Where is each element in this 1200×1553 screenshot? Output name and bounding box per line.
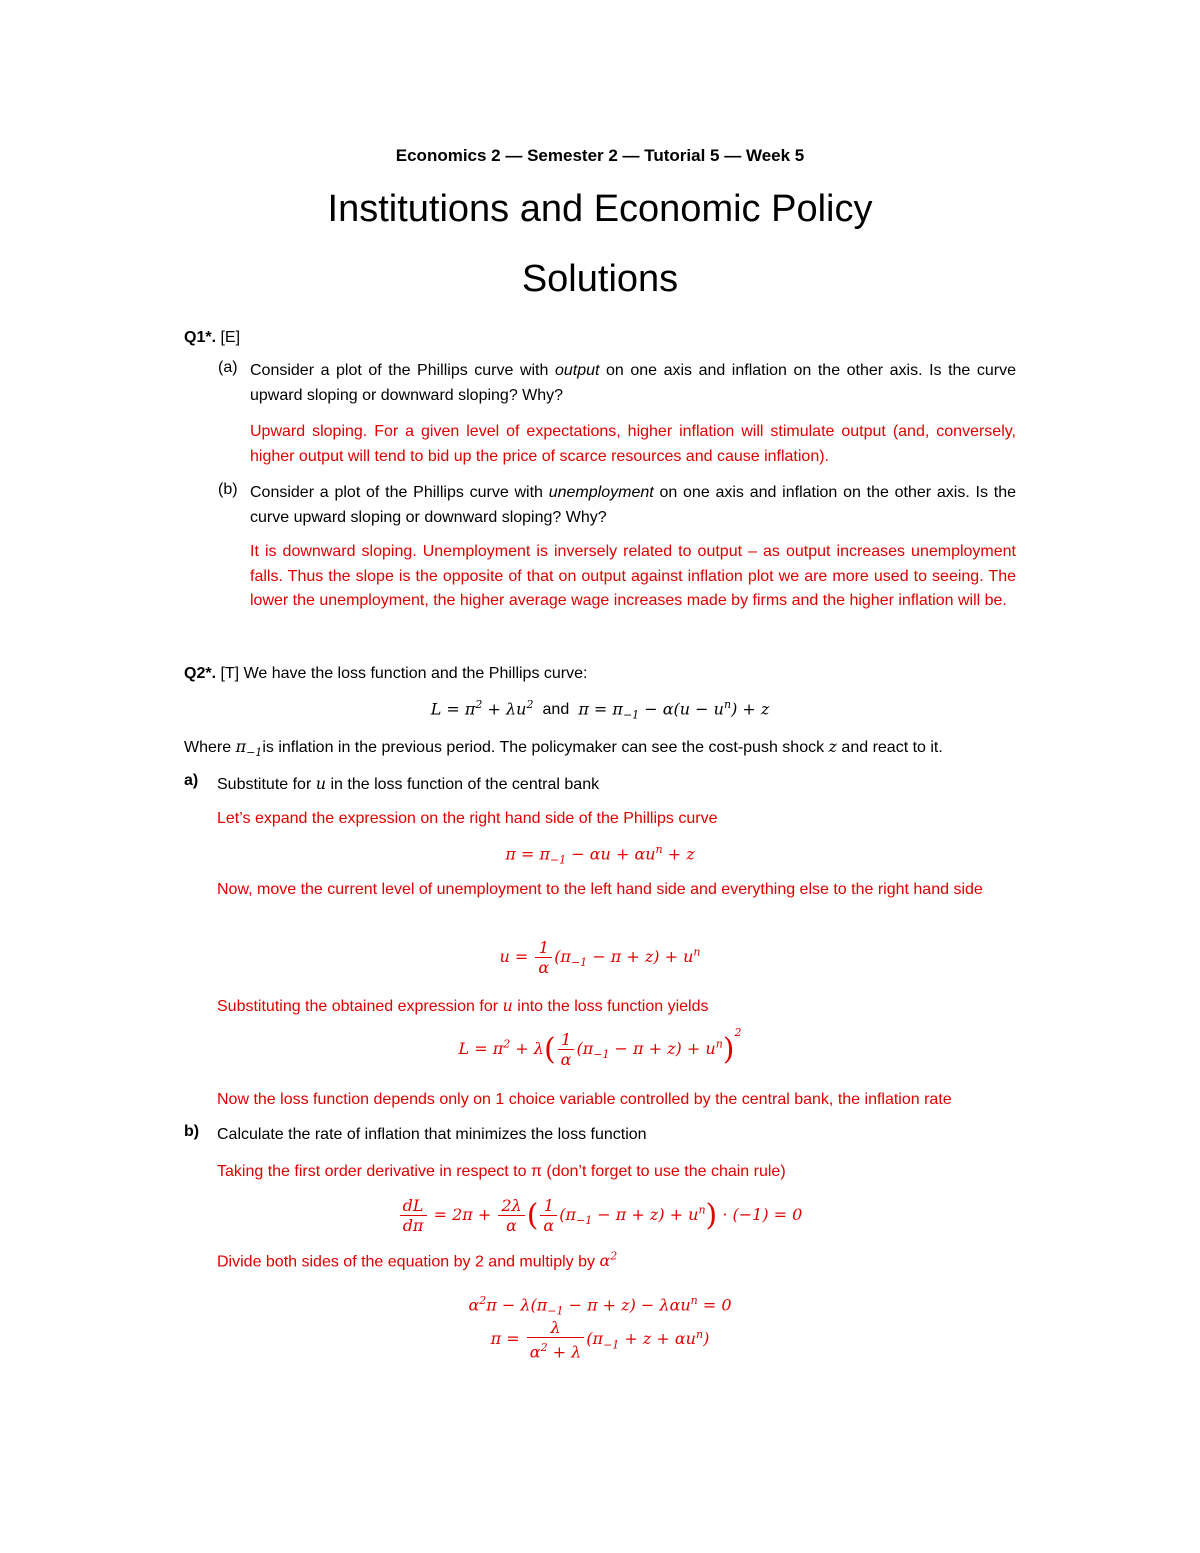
u-symbol: u [315,774,327,793]
q2-intro: [T] We have the loss function and the Phillips curve: [216,665,588,682]
equation-expanded-phillips: $\pi = \pi_{-1} - \alpha u + \alpha u^n + z$ [505,843,695,867]
q1a-question [250,359,1016,408]
q1b-question-post: on one axis and inflation on the other axis. Is the curve upward sloping or downward sloping? Why? [250,484,1017,526]
q1-heading [184,326,240,351]
document-subtitle: Economics 2 — Semester 2 — Tutorial 5 — Week 5 [395,146,805,165]
q1a-question-emphasis: output [554,362,600,379]
document-title: Institutions and Economic Policy [327,188,873,230]
q2b-question: Calculate the rate of inflation that minimizes the loss function [217,1126,647,1143]
q2-where-mid: is inflation in the previous period. The policymaker can see the cost-push shock [262,739,829,756]
q2a-step3-pre: Substituting the obtained expression for [217,998,503,1015]
equation-loss-substituted: $L = \pi^2 + \lambda$( $\frac{1}{\alpha}$ $(\pi_{-1} - \pi + z) + u^n)^2$ [458,1025,742,1069]
q2-label: Q2*. [184,665,217,682]
q2b-marker: b) [184,1123,200,1140]
q2a-question [217,772,599,798]
equation-optimal-inflation: π = $\frac{\lambda}{\alpha^2 + \lambda}$ $(\pi_{-1} + z + \alpha u^n)$ [490,1318,710,1362]
q2a-step4: Now the loss function depends only on 1 choice variable controlled by the central bank, the inflation rate [217,1091,952,1108]
q1b-answer: It is downward sloping. Unemployment is inversely related to output – as output increases unemployment falls. Thus the slope is the opposite of that on output against inflation plot we are more used to seeing. The lower the unemployment, the higher average wage increases made by firms and the higher inflation will be. [250,543,1016,609]
q1b-question-pre: Consider a plot of the Phillips curve with [250,484,549,501]
q1-label: Q1*. [184,329,217,346]
q2a-marker: a) [184,772,199,789]
document-title-solutions: Solutions [521,258,679,300]
q2b-step2-pre: Divide both sides of the equation by 2 and multiply by [217,1253,600,1271]
q1a-question-pre: Consider a plot of the Phillips curve with [250,362,555,379]
q2-heading [184,662,587,687]
q1a-marker: (a) [218,359,238,376]
pi-minus-one-symbol: $\pi_{-1}$ [235,737,263,760]
q2a-step2: Now, move the current level of unemployment to the left hand side and everything else to the right hand side [217,881,983,898]
equation-u-solved: u = $\frac{1}{\alpha}$ $(\pi_{-1} - \pi + z) + u^n$ [499,938,701,977]
q2a-question-pre: Substitute for [217,776,316,793]
q1a-question-post: on one axis and inflation on the other axis. Is the curve upward sloping or downward sloping? Why? [250,362,1016,404]
q2a-question-post: in the loss function of the central bank [326,776,600,793]
alpha-squared-symbol: $\alpha^2$ [599,1250,618,1271]
q1b-question [250,481,1016,530]
z-symbol: z [828,737,837,756]
q1a-answer: Upward sloping. For a given level of expectations, higher inflation will stimulate output (and, conversely, higher output will tend to bid up the price of scarce resources and cause inflation). [250,423,1016,465]
q2-where-post: and react to it. [836,739,943,756]
q2-where-pre: Where [184,739,236,756]
q1b-marker: (b) [218,481,238,498]
q2a-step1: Let’s expand the expression on the right hand side of the Phillips curve [217,810,718,827]
q2-where-line [184,735,943,766]
q2b-step1: Taking the first order derivative in respect to π (don’t forget to use the chain rule) [217,1163,786,1180]
equation-rearranged: $\alpha^2\pi - \lambda(\pi_{-1} - \pi + z) - \lambda\alpha u^n = 0$ [468,1294,732,1318]
equation-derivative: $\frac{dL}{d\pi}$ = 2π + $\frac{2\lambda}{\alpha}$ ( $\frac{1}{\alpha}$ $(\pi_{-1} - \pi + z) + u^n) \cdot (-1) = 0$ [0,1196,1200,1235]
q1b-question-emphasis: unemployment [548,484,654,501]
q2b-step2 [217,1245,617,1275]
u-symbol-red: u [502,996,513,1015]
equation-and-word: and [542,701,570,719]
equation-loss-and-phillips: $L = \pi^2 + \lambda u^2$ and $\pi = \pi_{-1} - \alpha(u - u^n) + z$ [430,698,770,722]
q2a-step3-post: into the loss function yields [512,998,709,1015]
q2a-step3 [217,994,709,1020]
q1-tag: [E] [216,329,241,346]
